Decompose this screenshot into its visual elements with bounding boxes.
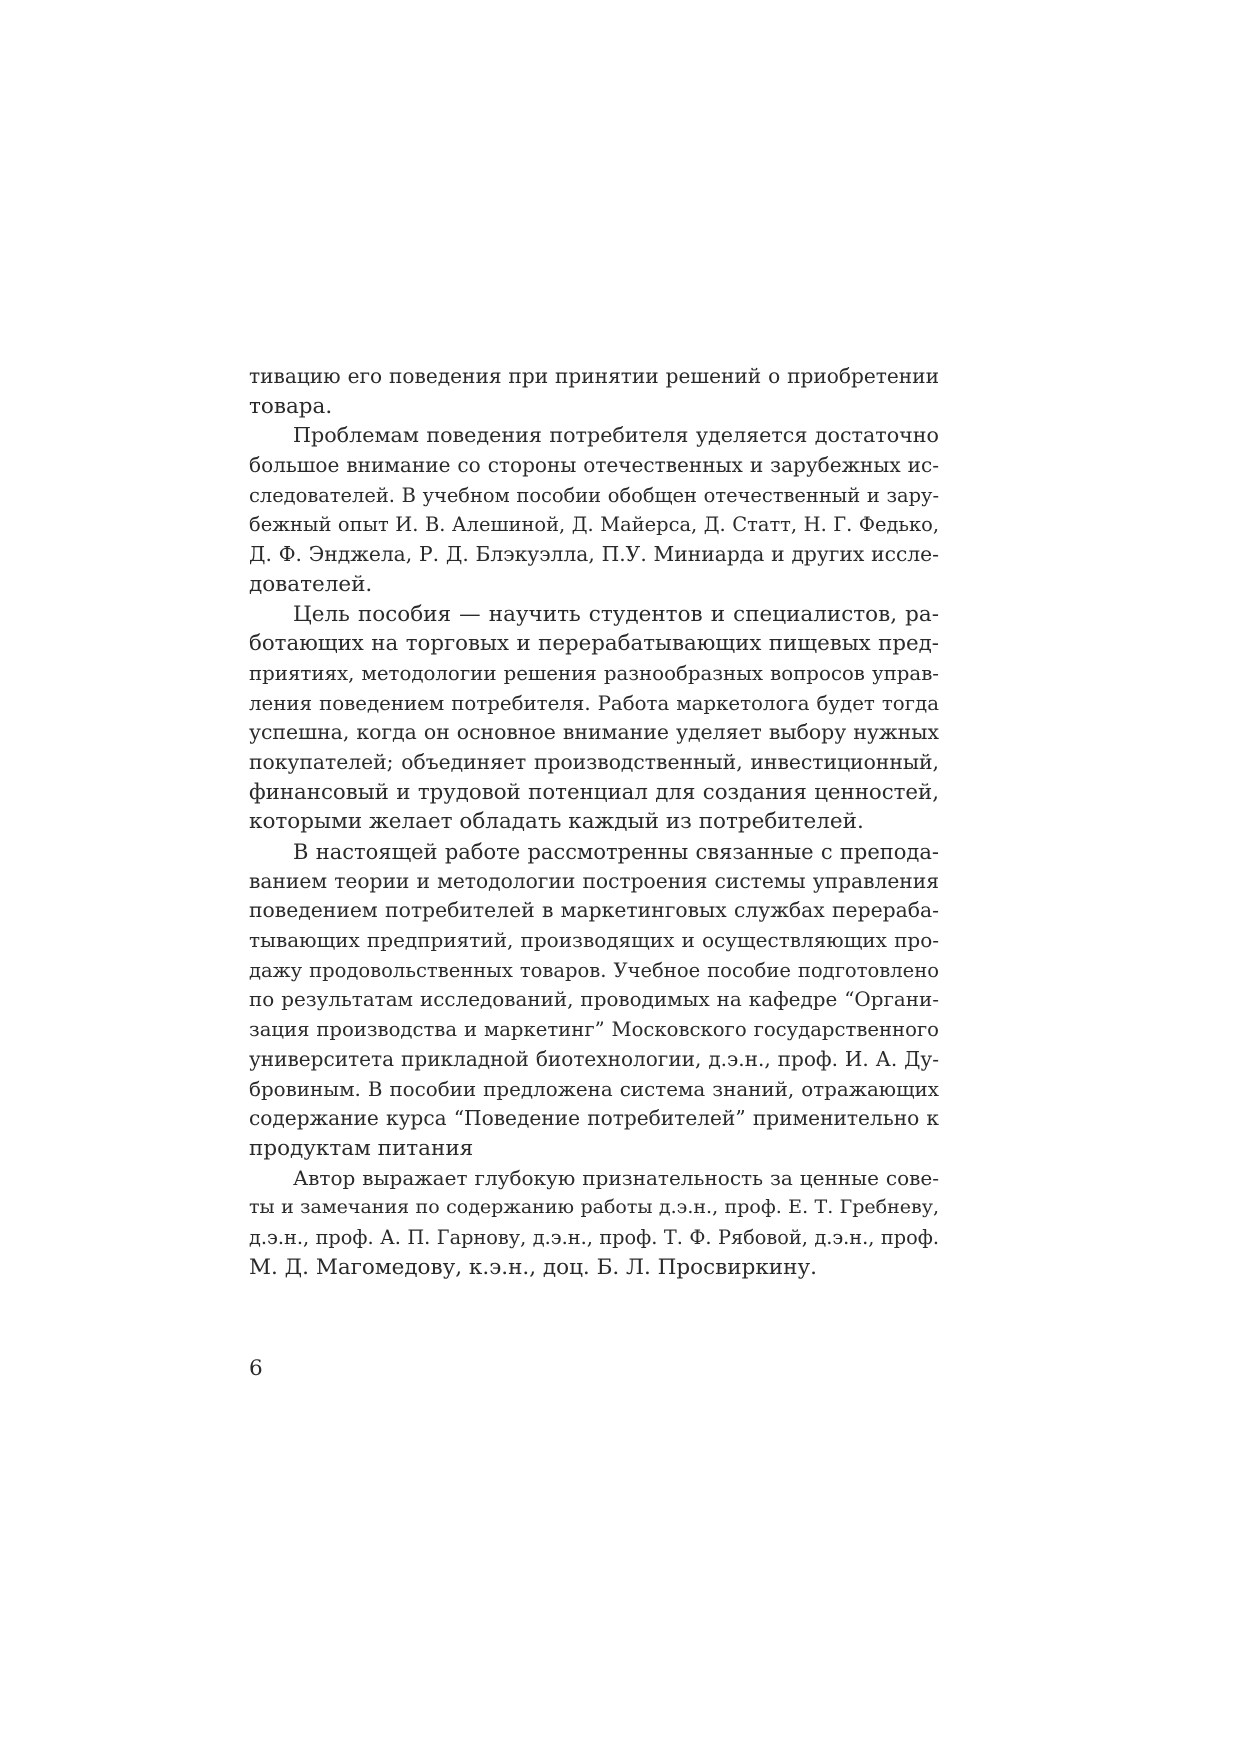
text-line: тивацию его поведения при принятии решений о приобретении [249, 364, 939, 388]
text-line: ления поведением потребителя. Работа маркетолога будет тогда [249, 691, 939, 715]
text-line: бровиным. В пособии предложена система знаний, отражающих [249, 1077, 939, 1101]
text-line: дажу продовольственных товаров. Учебное пособие подготовлено [249, 958, 939, 982]
text-line: Д. Ф. Энджела, Р. Д. Блэкуэлла, П.У. Миниарда и других иссле- [249, 542, 939, 567]
text-line: следователей. В учебном пособии обобщен отечественный и зару- [249, 483, 939, 507]
text-line: зация производства и маркетинг” Московского государственного [249, 1018, 939, 1042]
text-line: большое внимание со стороны отечественных и зарубежных ис- [249, 453, 939, 478]
text-line: успешна, когда он основное внимание уделяет выбору нужных [249, 720, 939, 745]
text-line: ботающих на торговых и перерабатывающих пищевых пред- [249, 631, 939, 657]
text-line: покупателей; объединяет производственный, инвестиционный, [249, 749, 939, 774]
text-line: по результатам исследований, проводимых на кафедре “Органи- [249, 988, 939, 1012]
text-line: тывающих предприятий, производящих и осуществляющих про- [249, 928, 939, 953]
text-line: В настоящей работе рассмотренны связанные с препода- [293, 839, 939, 864]
text-line: бежный опыт И. В. Алешиной, Д. Майерса, Д. Статт, Н. Г. Федько, [249, 513, 939, 537]
text-line: дователей. [249, 571, 373, 597]
text-line: поведением потребителей в маркетинговых службах перераба- [249, 898, 939, 923]
text-line: д.э.н., проф. А. П. Гарнову, д.э.н., проф. Т. Ф. Рябовой, д.э.н., проф. [249, 1225, 939, 1249]
text-line: университета прикладной биотехнологии, д.э.н., проф. И. А. Ду- [249, 1046, 939, 1071]
text-line: ты и замечания по содержанию работы д.э.н., проф. Е. Т. Гребневу, [249, 1196, 939, 1219]
text-line: которыми желает обладать каждый из потребителей. [249, 809, 864, 835]
text-line: приятиях, методологии решения разнообразных вопросов управ- [249, 661, 939, 685]
text-line: содержание курса “Поведение потребителей” применительно к [249, 1106, 939, 1131]
text-line: продуктам питания [249, 1135, 474, 1161]
text-line: Цель пособия — научить студентов и специалистов, ра- [293, 601, 939, 627]
text-line: товара. [249, 393, 333, 419]
text-line: ванием теории и методологии построения системы управления [249, 868, 939, 893]
text-line: М. Д. Магомедову, к.э.н., доц. Б. Л. Просвиркину. [249, 1254, 817, 1280]
text-line: Проблемам поведения потребителя уделяется достаточно [293, 423, 939, 448]
body-text [249, 362, 939, 1282]
page-number: 6 [249, 1356, 263, 1381]
text-line: финансовый и трудовой потенциал для создания ценностей, [249, 779, 939, 805]
text-line: Автор выражает глубокую признательность за ценные сове- [293, 1165, 939, 1190]
